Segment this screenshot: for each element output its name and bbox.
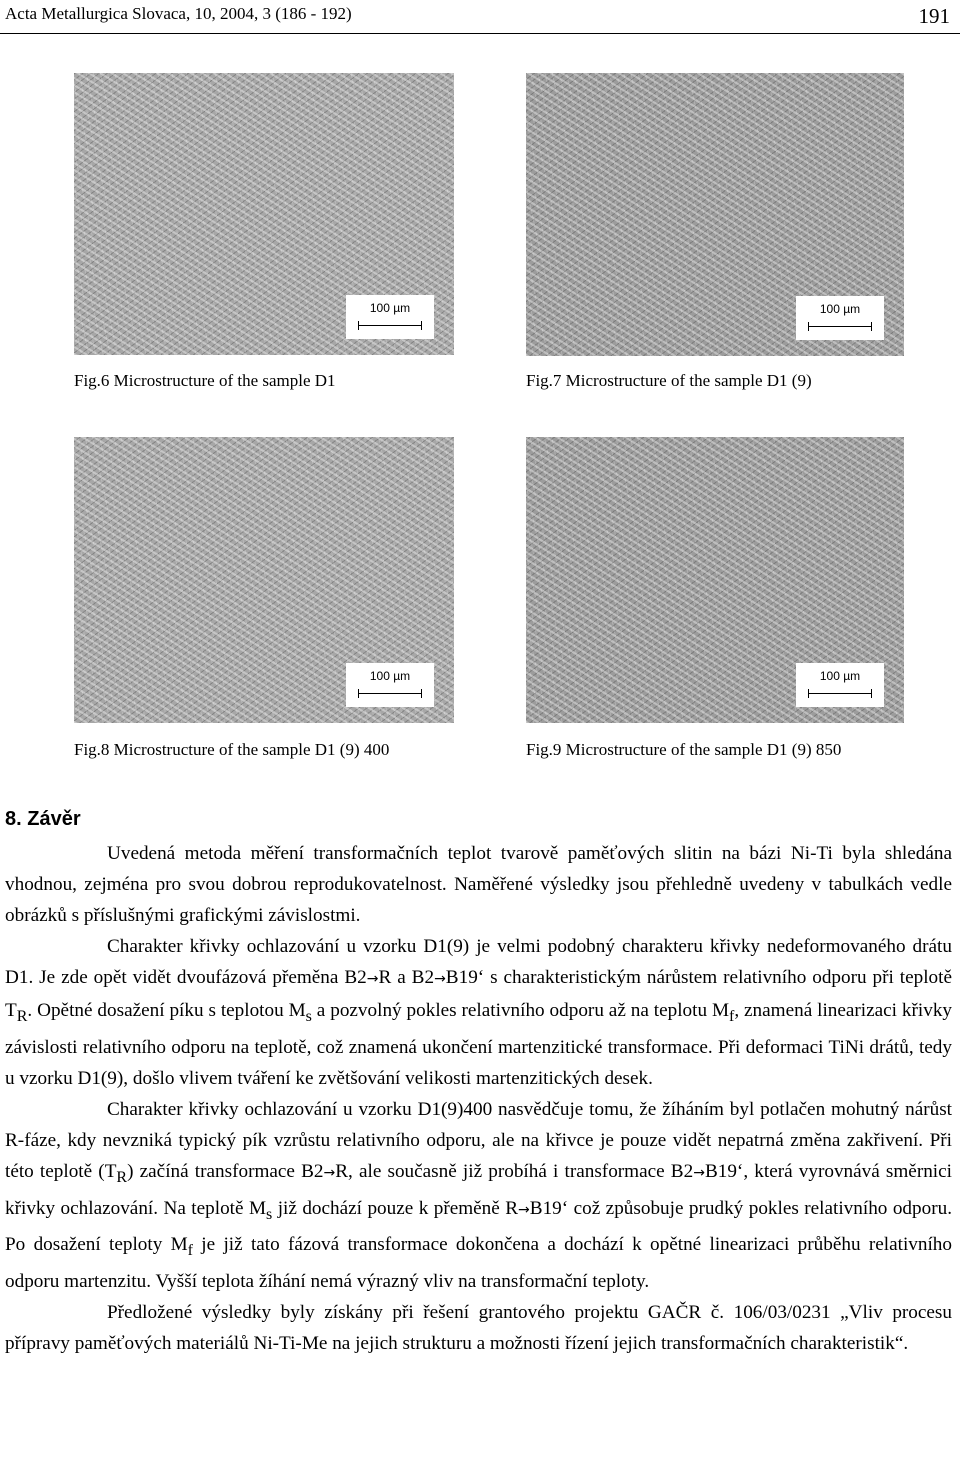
figure-7-micrograph xyxy=(526,73,904,356)
arrow-icon: → xyxy=(434,971,446,987)
journal-citation: Acta Metallurgica Slovaca, 10, 2004, 3 (186 - 192) xyxy=(5,4,352,23)
scale-bar xyxy=(346,663,434,707)
figure-8-caption: Fig.8 Microstructure of the sample D1 (9) 400 xyxy=(74,740,390,759)
arrow-icon: → xyxy=(518,1201,530,1218)
scale-bar-line xyxy=(808,322,872,331)
scale-bar xyxy=(346,295,434,339)
page-number: 191 xyxy=(918,4,950,28)
scale-bar-label: 100 µm xyxy=(369,669,411,683)
scale-bar-label: 100 µm xyxy=(369,301,411,315)
scale-bar xyxy=(796,296,884,340)
paragraph-1: Uvedená metoda měření transformačních teplot tvarově paměťových slitin na bázi Ni-Ti byla shledána vhodnou, zejména pro svou dobrou reprodukovatelnost. Naměřené výsledky jsou přehledně uvedeny v tabulkách vedle obrázků s příslušnými grafickými závislostmi. xyxy=(5,843,952,926)
arrow-icon: → xyxy=(366,971,379,987)
scale-bar-line xyxy=(808,689,872,698)
figure-6-caption: Fig.6 Microstructure of the sample D1 xyxy=(74,371,336,390)
scale-bar-label: 100 µm xyxy=(819,302,861,316)
scale-bar-line xyxy=(358,689,422,698)
section-title: 8. Závěr xyxy=(5,808,81,830)
paragraph-3: Charakter křivky ochlazování u vzorku D1(9)400 nasvědčuje tomu, že žíháním byl potlačen mohutný nárůst R-fáze, kdy nevzniká typický pík vzrůstu relativního odporu, ale na křivce je pouze vidět nepatrná změna zakřivení. Při této teplotě $(T_R)$ začíná transformace B2→R, ale současně již probíhá i transformace B2→B19‘, která vyrovnává směrnici křivky ochlazování. Na teplotě $M_s$ již dochází pouze k přeměně R→B19‘ což způsobuje prudký pokles relativního odporu. Po dosažení teploty $M_f$ je již tato fázová transformace dokončena a dochází k opětné linearizaci průběhu relativního odporu martenzitu. Vyšší teplota žíhání nemá výrazný vliv na transformační teploty. xyxy=(5,1098,952,1293)
scale-bar-label: 100 µm xyxy=(819,669,861,683)
arrow-icon: → xyxy=(693,1164,705,1181)
figure-9-micrograph xyxy=(526,437,904,723)
figure-7-caption: Fig.7 Microstructure of the sample D1 (9) xyxy=(526,371,812,390)
page-header xyxy=(5,4,950,30)
figure-8-micrograph xyxy=(74,437,454,723)
header-rule xyxy=(0,33,960,34)
figure-6-micrograph xyxy=(74,73,454,355)
scale-bar xyxy=(796,663,884,707)
figure-9-caption: Fig.9 Microstructure of the sample D1 (9) 850 xyxy=(526,740,842,759)
paragraph-2: Charakter křivky ochlazování u vzorku D1(9) je velmi podobný charakteru křivky nedeformovaného drátu D1. Je zde opět vidět dvoufázová přeměna B2→R a B2→B19‘ s charakteristickým nárůstem relativního odporu při teplotě $T_R$. Opětné dosažení píku s teplotou $M_s$ a pozvolný pokles relativního odporu až na teplotu $M_f$, znamená linearizaci křivky závislosti relativního odporu na teplotě, což znamená ukončení martenzitické transformace. Při deformaci TiNi drátů, tedy u vzorku D1(9), došlo vlivem tváření ke zvětšování velikosti martenzitických desek. xyxy=(5,936,953,1089)
paragraph-4: Předložené výsledky byly získány při řešení grantového projektu GAČR č. 106/03/0231 „Vliv procesu přípravy paměťových materiálů Ni-Ti-Me na jejich strukturu a možnosti řízení jejich transformačních charakteristik“. xyxy=(5,1302,952,1355)
arrow-icon: → xyxy=(323,1164,336,1181)
scale-bar-line xyxy=(358,321,422,330)
section-body xyxy=(5,838,952,1359)
